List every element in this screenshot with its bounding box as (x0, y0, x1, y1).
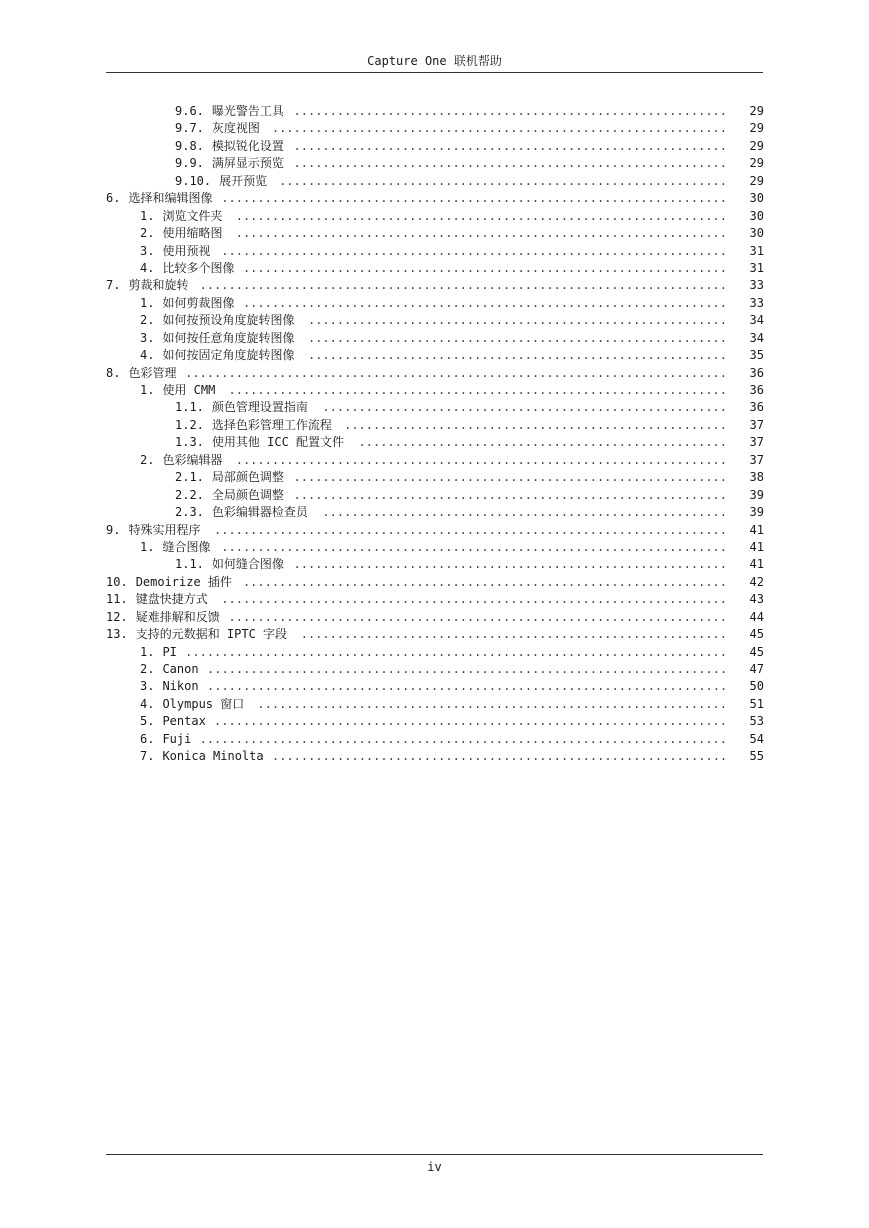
toc-entry-page[interactable]: 34 (749, 313, 764, 328)
toc-entry-title[interactable]: 如何按任意角度旋转图像 (162, 330, 295, 345)
toc-entry-heading (140, 644, 177, 661)
toc-dot-leader: ...................................................................... (221, 592, 727, 607)
toc-entry-title[interactable]: 色彩编辑器检查员 (211, 505, 308, 520)
toc-entry-number: 2.2. (175, 487, 204, 502)
toc-dot-leader: ................................................................... (242, 295, 727, 310)
toc-entry-page[interactable]: 51 (749, 696, 764, 711)
toc-entry-page[interactable]: 39 (749, 505, 764, 520)
toc-dot-leader: ............................................................... (271, 121, 727, 136)
toc-entry-heading (106, 190, 212, 207)
toc-entry[interactable] (0, 469, 869, 486)
toc-entry-number: 1.1. (175, 557, 204, 572)
toc-entry-title[interactable]: 如何缝合图像 (211, 557, 284, 572)
toc-entry-page[interactable]: 37 (749, 435, 764, 450)
toc-dot-leader: ......................................................................... (199, 278, 727, 293)
toc-dot-leader: .................................................................... (235, 226, 727, 241)
toc-entry-number: 1. (140, 539, 155, 554)
toc-entry-number: 3. (140, 243, 155, 258)
toc-entry-number: 9.10. (175, 173, 212, 188)
toc-entry-heading (140, 347, 294, 364)
toc-entry[interactable] (0, 330, 869, 347)
toc-entry-number: 10. (106, 574, 128, 589)
toc-entry-heading (140, 452, 222, 469)
toc-entry-page[interactable]: 55 (749, 749, 764, 764)
toc-entry-page[interactable]: 44 (749, 609, 764, 624)
toc-entry-number: 2.1. (175, 470, 204, 485)
toc-entry-heading (106, 591, 208, 608)
toc-entry-heading (140, 225, 222, 242)
toc-entry[interactable] (0, 644, 869, 661)
toc-entry-page[interactable]: 33 (749, 295, 764, 310)
toc-entry-number: 4. (140, 348, 155, 363)
toc-dot-leader: ............................................................ (293, 138, 727, 153)
toc-entry[interactable] (0, 504, 869, 521)
toc-entry-title[interactable]: Olympus 窗口 (162, 696, 245, 711)
toc-entry-page[interactable]: 31 (749, 243, 764, 258)
toc-dot-leader: ...................................................................... (221, 539, 727, 554)
toc-entry-heading (175, 434, 344, 451)
toc-entry-page[interactable]: 41 (749, 539, 764, 554)
toc-dot-leader: ........................................................................ (207, 662, 727, 676)
toc-entry-heading (106, 609, 220, 626)
toc-entry-title[interactable]: 颜色管理设置指南 (211, 400, 308, 415)
toc-entry[interactable] (0, 277, 869, 294)
toc-entry-number: 2.3. (175, 505, 204, 520)
toc-entry-title[interactable]: Fuji (162, 731, 192, 746)
toc-entry-heading (140, 330, 294, 347)
toc-entry-heading (140, 208, 222, 225)
toc-entry-number: 7. (140, 749, 155, 764)
toc-dot-leader: ............................................................ (293, 156, 727, 171)
toc-entry-heading (140, 678, 199, 695)
toc-entry-title[interactable]: Nikon (162, 679, 199, 694)
toc-entry-heading (175, 120, 260, 137)
toc-entry-number: 13. (106, 627, 128, 642)
toc-entry-heading (140, 661, 199, 678)
toc-entry-number: 1.1. (175, 400, 204, 415)
toc-entry-page[interactable]: 33 (749, 278, 764, 293)
toc-entry-number: 11. (106, 592, 128, 607)
toc-entry-number: 7. (106, 278, 121, 293)
toc-entry-number: 9.8. (175, 138, 204, 153)
toc-entry[interactable] (0, 365, 869, 382)
toc-entry-heading (106, 365, 176, 382)
toc-dot-leader: ................................................................. (257, 696, 727, 711)
toc-entry-number: 8. (106, 365, 121, 380)
toc-entry-title[interactable]: 灰度视图 (211, 121, 260, 136)
toc-entry-title[interactable]: 疑难排解和反馈 (135, 609, 220, 624)
toc-dot-leader: ............................................................... (272, 749, 727, 764)
toc-entry[interactable] (0, 138, 869, 155)
toc-dot-leader: .............................................................. (279, 173, 727, 188)
toc-entry-heading (175, 487, 284, 504)
toc-entry-page[interactable]: 43 (749, 592, 764, 607)
toc-dot-leader: ............................................................ (293, 557, 727, 572)
toc-entry-title[interactable]: 模拟锐化设置 (211, 138, 284, 153)
toc-entry-page[interactable]: 37 (749, 417, 764, 432)
footer-divider (106, 1154, 763, 1155)
toc-entry[interactable] (0, 295, 869, 312)
toc-entry-number: 9.9. (175, 156, 204, 171)
toc-dot-leader: ........................................................... (300, 627, 727, 642)
toc-entry-title[interactable]: 色彩编辑器 (162, 452, 223, 467)
toc-entry-number: 1.2. (175, 417, 204, 432)
toc-dot-leader: ......................................................................... (199, 731, 727, 746)
toc-entry-page[interactable]: 47 (749, 662, 764, 676)
toc-entry-number: 1. (140, 295, 155, 310)
toc-entry-number: 1. (140, 383, 155, 397)
toc-entry[interactable] (0, 539, 869, 556)
toc-entry-page[interactable]: 50 (749, 679, 764, 694)
toc-entry[interactable] (0, 487, 869, 504)
toc-entry-title[interactable]: 特殊实用程序 (128, 522, 201, 537)
toc-entry-number: 2. (140, 226, 155, 241)
toc-entry-title[interactable]: 曝光警告工具 (211, 104, 284, 118)
toc-entry[interactable] (0, 312, 869, 329)
toc-entry-page[interactable]: 36 (749, 383, 764, 397)
toc-entry-page[interactable]: 36 (749, 400, 764, 415)
toc-entry[interactable] (0, 190, 869, 207)
toc-entry-number: 1. (140, 644, 155, 659)
toc-entry-heading (140, 696, 244, 713)
toc-entry-heading (175, 103, 284, 120)
toc-entry[interactable] (0, 434, 869, 451)
toc-entry[interactable] (0, 522, 869, 539)
toc-dot-leader: .................................................................... (235, 452, 727, 467)
toc-entry-heading (140, 295, 234, 312)
toc-entry-heading (175, 469, 284, 486)
toc-dot-leader: ..................................................................... (228, 609, 727, 624)
toc-dot-leader: ...................................................................... (221, 191, 727, 206)
toc-entry-number: 2. (140, 313, 155, 328)
toc-entry-heading (140, 713, 206, 730)
toc-entry-page[interactable]: 29 (749, 156, 764, 171)
toc-entry-number: 6. (140, 731, 155, 746)
toc-entry[interactable] (0, 173, 869, 190)
toc-entry-number: 2. (140, 662, 155, 676)
toc-dot-leader: ........................................................................ (207, 679, 727, 694)
toc-dot-leader: .......................................................... (307, 348, 727, 363)
toc-entry-title[interactable]: 如何按预设角度旋转图像 (162, 313, 295, 328)
toc-entry-number: 12. (106, 609, 128, 624)
toc-entry[interactable] (0, 731, 869, 748)
toc-entry[interactable] (0, 243, 869, 260)
toc-entry-number: 2. (140, 452, 155, 467)
toc-entry-page[interactable]: 29 (749, 121, 764, 136)
toc-entry-page[interactable]: 35 (749, 348, 764, 363)
toc-entry-number: 4. (140, 696, 155, 711)
toc-entry-number: 6. (106, 191, 121, 206)
toc-entry-number: 4. (140, 260, 155, 275)
toc-entry[interactable] (0, 208, 869, 225)
toc-dot-leader: .......................................................... (307, 313, 727, 328)
toc-entry-page[interactable]: 42 (749, 574, 764, 589)
toc-entry[interactable] (0, 696, 869, 713)
toc-entry-title[interactable]: 键盘快捷方式 (135, 592, 208, 607)
toc-entry[interactable] (0, 347, 869, 364)
toc-entry-page[interactable]: 31 (749, 260, 764, 275)
toc-entry-title[interactable]: 局部颜色调整 (211, 470, 284, 485)
toc-entry-heading (140, 731, 191, 748)
toc-entry-page[interactable]: 53 (749, 714, 764, 729)
running-header-title: Capture One 联机帮助 (367, 54, 502, 68)
toc-entry-page[interactable]: 29 (749, 138, 764, 153)
toc-entry-number: 3. (140, 679, 155, 694)
toc-entry[interactable] (0, 260, 869, 277)
toc-dot-leader: ........................................................................... (185, 365, 727, 380)
toc-dot-leader: ....................................................................... (214, 522, 727, 537)
toc-entry-heading (175, 504, 308, 521)
toc-entry-page[interactable]: 39 (749, 487, 764, 502)
header-divider (106, 72, 763, 73)
toc-entry-heading (175, 138, 284, 155)
toc-entry-title[interactable]: 选择色彩管理工作流程 (211, 417, 332, 432)
toc-entry[interactable] (0, 713, 869, 730)
toc-entry-number: 1. (140, 208, 155, 223)
toc-entry-title[interactable]: 如何剪裁图像 (162, 295, 235, 310)
toc-entry-title[interactable]: 展开预览 (219, 173, 268, 188)
toc-entry-heading (140, 243, 210, 260)
toc-dot-leader: ................................................................... (242, 574, 727, 589)
toc-entry-heading (175, 155, 284, 172)
toc-entry-title[interactable]: 剪裁和旋转 (128, 278, 189, 293)
toc-entry-number: 5. (140, 714, 155, 729)
toc-entry[interactable] (0, 103, 869, 120)
toc-entry-page[interactable]: 41 (749, 522, 764, 537)
toc-entry[interactable] (0, 452, 869, 469)
table-of-contents (0, 103, 869, 766)
toc-entry-heading (106, 277, 188, 294)
toc-dot-leader: ...................................................................... (221, 243, 727, 258)
toc-entry-heading (106, 626, 287, 643)
toc-entry-page[interactable]: 30 (749, 226, 764, 241)
toc-dot-leader: .................................................................... (235, 208, 727, 223)
toc-entry-page[interactable]: 30 (749, 208, 764, 223)
toc-entry-title[interactable]: 使用预视 (162, 243, 211, 258)
toc-entry[interactable] (0, 225, 869, 242)
toc-entry-heading (175, 556, 284, 573)
toc-entry-heading (140, 539, 210, 556)
toc-entry-title[interactable]: 支持的元数据和 IPTC 字段 (135, 627, 288, 642)
toc-entry-title[interactable]: Canon (162, 662, 199, 676)
toc-entry[interactable] (0, 556, 869, 573)
toc-entry[interactable] (0, 748, 869, 765)
toc-entry-title[interactable]: Pentax (162, 714, 206, 729)
toc-entry-page[interactable]: 38 (749, 470, 764, 485)
toc-entry-title[interactable]: 浏览文件夹 (162, 208, 223, 223)
toc-entry-title[interactable]: 色彩管理 (128, 365, 177, 380)
toc-entry-number: 9. (106, 522, 121, 537)
toc-entry[interactable] (0, 399, 869, 416)
toc-entry-page[interactable]: 34 (749, 330, 764, 345)
toc-entry[interactable] (0, 678, 869, 695)
toc-entry-page[interactable]: 45 (749, 627, 764, 642)
toc-entry-heading (140, 260, 234, 277)
toc-entry-heading (175, 399, 308, 416)
toc-entry-title[interactable]: 如何按固定角度旋转图像 (162, 348, 295, 363)
page-number: iv (427, 1160, 442, 1174)
toc-entry-title[interactable]: 选择和编辑图像 (128, 191, 213, 206)
toc-dot-leader: ..................................................... (344, 417, 727, 432)
toc-dot-leader: ................................................................... (242, 260, 727, 275)
toc-entry-page[interactable]: 30 (749, 191, 764, 206)
toc-entry[interactable] (0, 382, 869, 399)
toc-entry[interactable] (0, 661, 869, 678)
toc-entry-heading (140, 748, 264, 765)
toc-entry-number: 9.6. (175, 104, 204, 118)
toc-entry-page[interactable]: 54 (749, 731, 764, 746)
toc-entry-page[interactable]: 29 (749, 104, 764, 118)
toc-dot-leader: ........................................................................... (185, 644, 727, 659)
toc-dot-leader: ............................................................ (293, 470, 727, 485)
toc-entry-heading (175, 417, 332, 434)
toc-entry-page[interactable]: 36 (749, 365, 764, 380)
toc-entry[interactable] (0, 120, 869, 137)
toc-entry-title[interactable]: 比较多个图像 (162, 260, 235, 275)
toc-dot-leader: ..................................................................... (228, 383, 727, 397)
toc-entry-page[interactable]: 37 (749, 452, 764, 467)
toc-dot-leader: ........................................................ (322, 505, 727, 520)
toc-dot-leader: .......................................................... (307, 330, 727, 345)
toc-dot-leader: ....................................................................... (214, 714, 727, 729)
toc-entry-title[interactable]: PI (162, 644, 177, 659)
toc-entry[interactable] (0, 574, 869, 591)
toc-entry-page[interactable]: 45 (749, 644, 764, 659)
toc-dot-leader: ........................................................ (322, 400, 727, 415)
toc-entry-heading (140, 382, 215, 399)
toc-entry-title[interactable]: 使用其他 ICC 配置文件 (211, 435, 345, 450)
toc-entry[interactable] (0, 591, 869, 608)
toc-entry[interactable] (0, 155, 869, 172)
toc-dot-leader: ............................................................ (293, 104, 727, 118)
toc-entry[interactable] (0, 417, 869, 434)
toc-entry-number: 9.7. (175, 121, 204, 136)
toc-entry[interactable] (0, 626, 869, 643)
toc-entry-heading (106, 522, 200, 539)
toc-entry-number: 1.3. (175, 435, 204, 450)
toc-entry-heading (106, 574, 232, 591)
toc-entry-page[interactable]: 29 (749, 173, 764, 188)
toc-entry-title[interactable]: Demoirize 插件 (135, 574, 232, 589)
toc-entry-title[interactable]: 使用缩略图 (162, 226, 223, 241)
toc-entry-title[interactable]: 使用 CMM (162, 383, 216, 397)
toc-entry-title[interactable]: Konica Minolta (162, 749, 264, 764)
toc-entry-page[interactable]: 41 (749, 557, 764, 572)
toc-entry-number: 3. (140, 330, 155, 345)
toc-entry-title[interactable]: 缝合图像 (162, 539, 211, 554)
toc-dot-leader: ............................................................ (293, 487, 727, 502)
toc-entry[interactable] (0, 609, 869, 626)
toc-entry-heading (140, 312, 294, 329)
toc-dot-leader: ................................................... (358, 435, 727, 450)
toc-entry-heading (175, 173, 267, 190)
toc-entry-title[interactable]: 全局颜色调整 (211, 487, 284, 502)
toc-entry-title[interactable]: 满屏显示预览 (211, 156, 284, 171)
